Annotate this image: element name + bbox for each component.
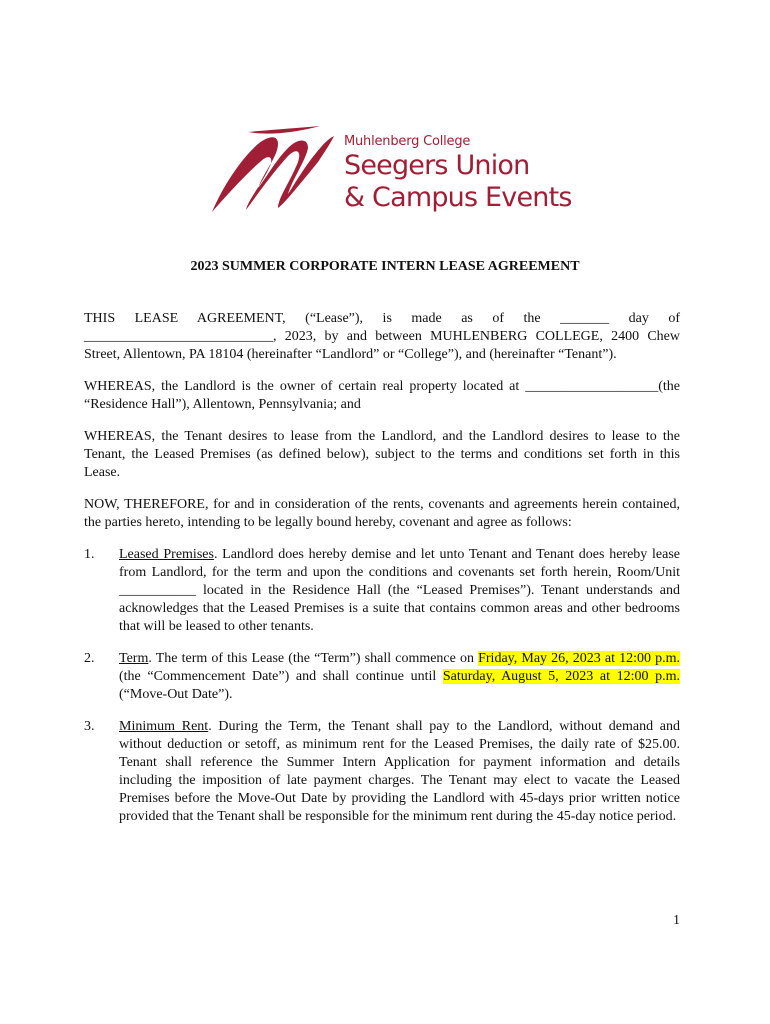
section-minimum-rent [84, 718, 680, 826]
document-body [84, 310, 680, 840]
logo-wordmark [344, 134, 572, 214]
logo-college-name: Muhlenberg College [344, 134, 471, 149]
section-text: . Landlord does hereby demise and let unto Tenant and Tenant does hereby lease from Landlord, for the term and upon the conditions and covenants set forth herein, Room/Unit ___________ located in the Residence Hall (the “Leased Premises”). Tenant understands and acknowledges that the Leased Premises is a suite that contains common areas and other bedrooms that will be leased to other tenants. [119, 547, 680, 634]
section-heading: Leased Premises [119, 547, 214, 562]
document-title: 2023 SUMMER CORPORATE INTERN LEASE AGREEMENT [190, 259, 580, 274]
section-heading: Minimum Rent [119, 719, 209, 734]
move-out-date-highlight: Saturday, August 5, 2023 at 12:00 p.m. [442, 669, 680, 684]
section-number: 2. [84, 651, 95, 666]
logo-line-two: & Campus Events [344, 182, 572, 213]
section-text: (“Move-Out Date”). [119, 687, 233, 702]
whereas-paragraph-1: WHEREAS, the Landlord is the owner of certain real property located at ___________________(the “Residence Hall”), Allentown, Pennsylvania; and [84, 379, 680, 412]
section-number: 3. [84, 719, 95, 734]
section-text: . The term of this Lease (the “Term”) shall commence on [148, 651, 479, 666]
section-text: (the “Commencement Date”) and shall continue until [119, 669, 443, 684]
intro-paragraph: THIS LEASE AGREEMENT, (“Lease”), is made as of the _______ day of ___________________________, 2023, by and between MUHLENBERG COLLEGE, 2400 Chew Street, Allentown, PA 18104 (hereinafter “Landlord” or “College”), and (hereinafter “Tenant”). [84, 311, 680, 362]
section-heading: Term [119, 651, 149, 666]
commencement-date-highlight: Friday, May 26, 2023 at 12:00 p.m. [478, 651, 680, 666]
page-number: 1 [673, 913, 680, 928]
section-term [84, 650, 680, 704]
logo-line-one: Seegers Union [344, 150, 530, 181]
section-leased-premises [84, 546, 680, 636]
section-number: 1. [84, 547, 95, 562]
whereas-paragraph-2: WHEREAS, the Tenant desires to lease from the Landlord, and the Landlord desires to lease to the Tenant, the Leased Premises (as defined below), subject to the terms and conditions set forth in this Lease. [84, 429, 680, 480]
section-text: . During the Term, the Tenant shall pay to the Landlord, without demand and without deduction or setoff, as minimum rent for the Leased Premises, the daily rate of $25.00. Tenant shall reference the Summer Intern Application for payment information and details including the imposition of late payment charges. The Tenant may elect to vacate the Leased Premises before the Move-Out Date by providing the Landlord with 45-days prior written notice provided that the Tenant shall be responsible for the minimum rent during the 45-day notice period. [119, 719, 681, 824]
m-monogram-icon [208, 126, 338, 222]
college-logo [208, 126, 572, 226]
now-therefore-paragraph: NOW, THEREFORE, for and in consideration of the rents, covenants and agreements herein contained, the parties hereto, intending to be legally bound hereby, covenant and agree as follows: [84, 497, 680, 530]
